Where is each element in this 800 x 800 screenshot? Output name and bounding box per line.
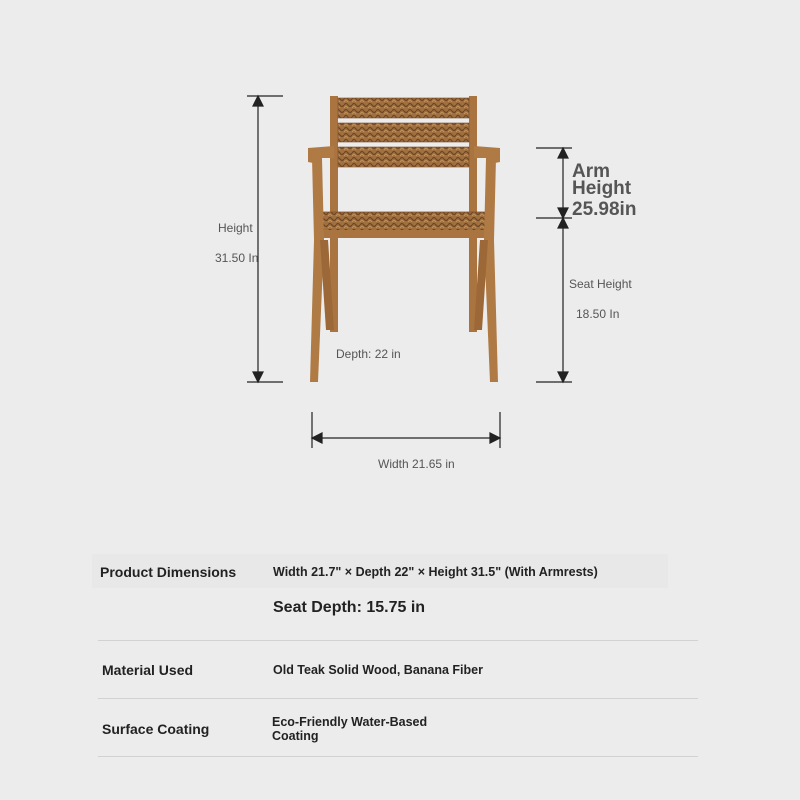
seat-height-dimension-line — [536, 218, 572, 382]
seat-height-title: Seat Height — [569, 277, 632, 291]
spec-value-coating-line1: Eco-Friendly Water-Based — [272, 715, 428, 729]
spec-value-dimensions: Width 21.7" × Depth 22" × Height 31.5" (With Armrests) — [273, 565, 598, 579]
arm-height-value: 25.98in — [572, 199, 637, 220]
spec-seat-depth: Seat Depth: 15.75 in — [273, 599, 426, 616]
height-title: Height — [218, 221, 253, 235]
arm-height-dimension-line — [536, 148, 572, 218]
width-dimension-line — [312, 412, 500, 448]
spec-divider — [98, 698, 698, 699]
width-label: Width 21.65 in — [378, 457, 455, 471]
spec-key-coating: Surface Coating — [102, 721, 210, 737]
arm-height-title-1: Arm — [572, 161, 611, 182]
height-dimension-line — [247, 96, 283, 382]
spec-divider — [98, 756, 698, 757]
spec-divider — [98, 640, 698, 641]
spec-value-material: Old Teak Solid Wood, Banana Fiber — [273, 663, 483, 677]
chair-illustration — [308, 96, 500, 382]
seat-height-value: 18.50 In — [576, 307, 620, 321]
spec-key-material: Material Used — [102, 662, 194, 678]
arm-height-title-2: Height — [572, 178, 632, 199]
depth-label: Depth: 22 in — [336, 347, 401, 361]
height-value: 31.50 In — [215, 251, 259, 265]
spec-key-dimensions: Product Dimensions — [100, 564, 237, 580]
spec-value-coating-line2: Coating — [272, 729, 319, 743]
